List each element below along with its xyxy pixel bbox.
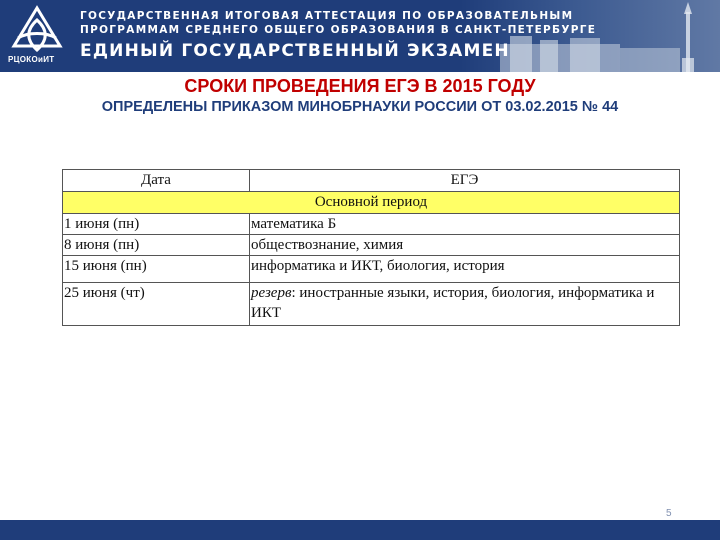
period-label: Основной период xyxy=(63,192,680,214)
column-header-date: Дата xyxy=(63,170,250,192)
column-header-exam: ЕГЭ xyxy=(250,170,680,192)
table-row xyxy=(63,283,680,326)
reserve-label: резерв xyxy=(251,285,292,301)
table-row xyxy=(63,256,680,283)
row-exam: математика Б xyxy=(250,214,680,235)
page-subtitle: ОПРЕДЕЛЕНЫ ПРИКАЗОМ МИНОБРНАУКИ РОССИИ ОТ 03.02.2015 № 44 xyxy=(101,99,619,115)
row-exam: обществознание, химия xyxy=(250,235,680,256)
row-date: 1 июня (пн) xyxy=(63,214,250,235)
header-banner xyxy=(0,0,720,72)
page-title: СРОКИ ПРОВЕДЕНИЯ ЕГЭ В 2015 ГОДУ xyxy=(184,76,536,96)
org-name-line-2: ПРОГРАММАМ СРЕДНЕГО ОБЩЕГО ОБРАЗОВАНИЯ В САНКТ-ПЕТЕРБУРГЕ xyxy=(80,24,597,36)
footer-bar xyxy=(0,520,720,540)
period-row xyxy=(63,192,680,214)
row-date: 8 июня (пн) xyxy=(63,235,250,256)
exam-title: ЕДИНЫЙ ГОСУДАРСТВЕННЫЙ ЭКЗАМЕН xyxy=(80,41,510,61)
row-date: 25 июня (чт) xyxy=(63,283,250,326)
row-exam xyxy=(250,283,680,326)
exam-schedule-table xyxy=(62,169,680,326)
reserve-subjects: : иностранные языки, история, биология, информатика и ИКТ xyxy=(251,285,655,321)
org-name-line-1: ГОСУДАРСТВЕННАЯ ИТОГОВАЯ АТТЕСТАЦИЯ ПО ОБРАЗОВАТЕЛЬНЫМ xyxy=(80,10,574,22)
table-row xyxy=(63,235,680,256)
row-date: 15 июня (пн) xyxy=(63,256,250,283)
logo-caption: РЦОКОиИТ xyxy=(8,55,55,64)
table-header-row xyxy=(63,170,680,192)
row-exam: информатика и ИКТ, биология, история xyxy=(250,256,680,283)
table-row xyxy=(63,214,680,235)
page-number: 5 xyxy=(666,508,672,519)
